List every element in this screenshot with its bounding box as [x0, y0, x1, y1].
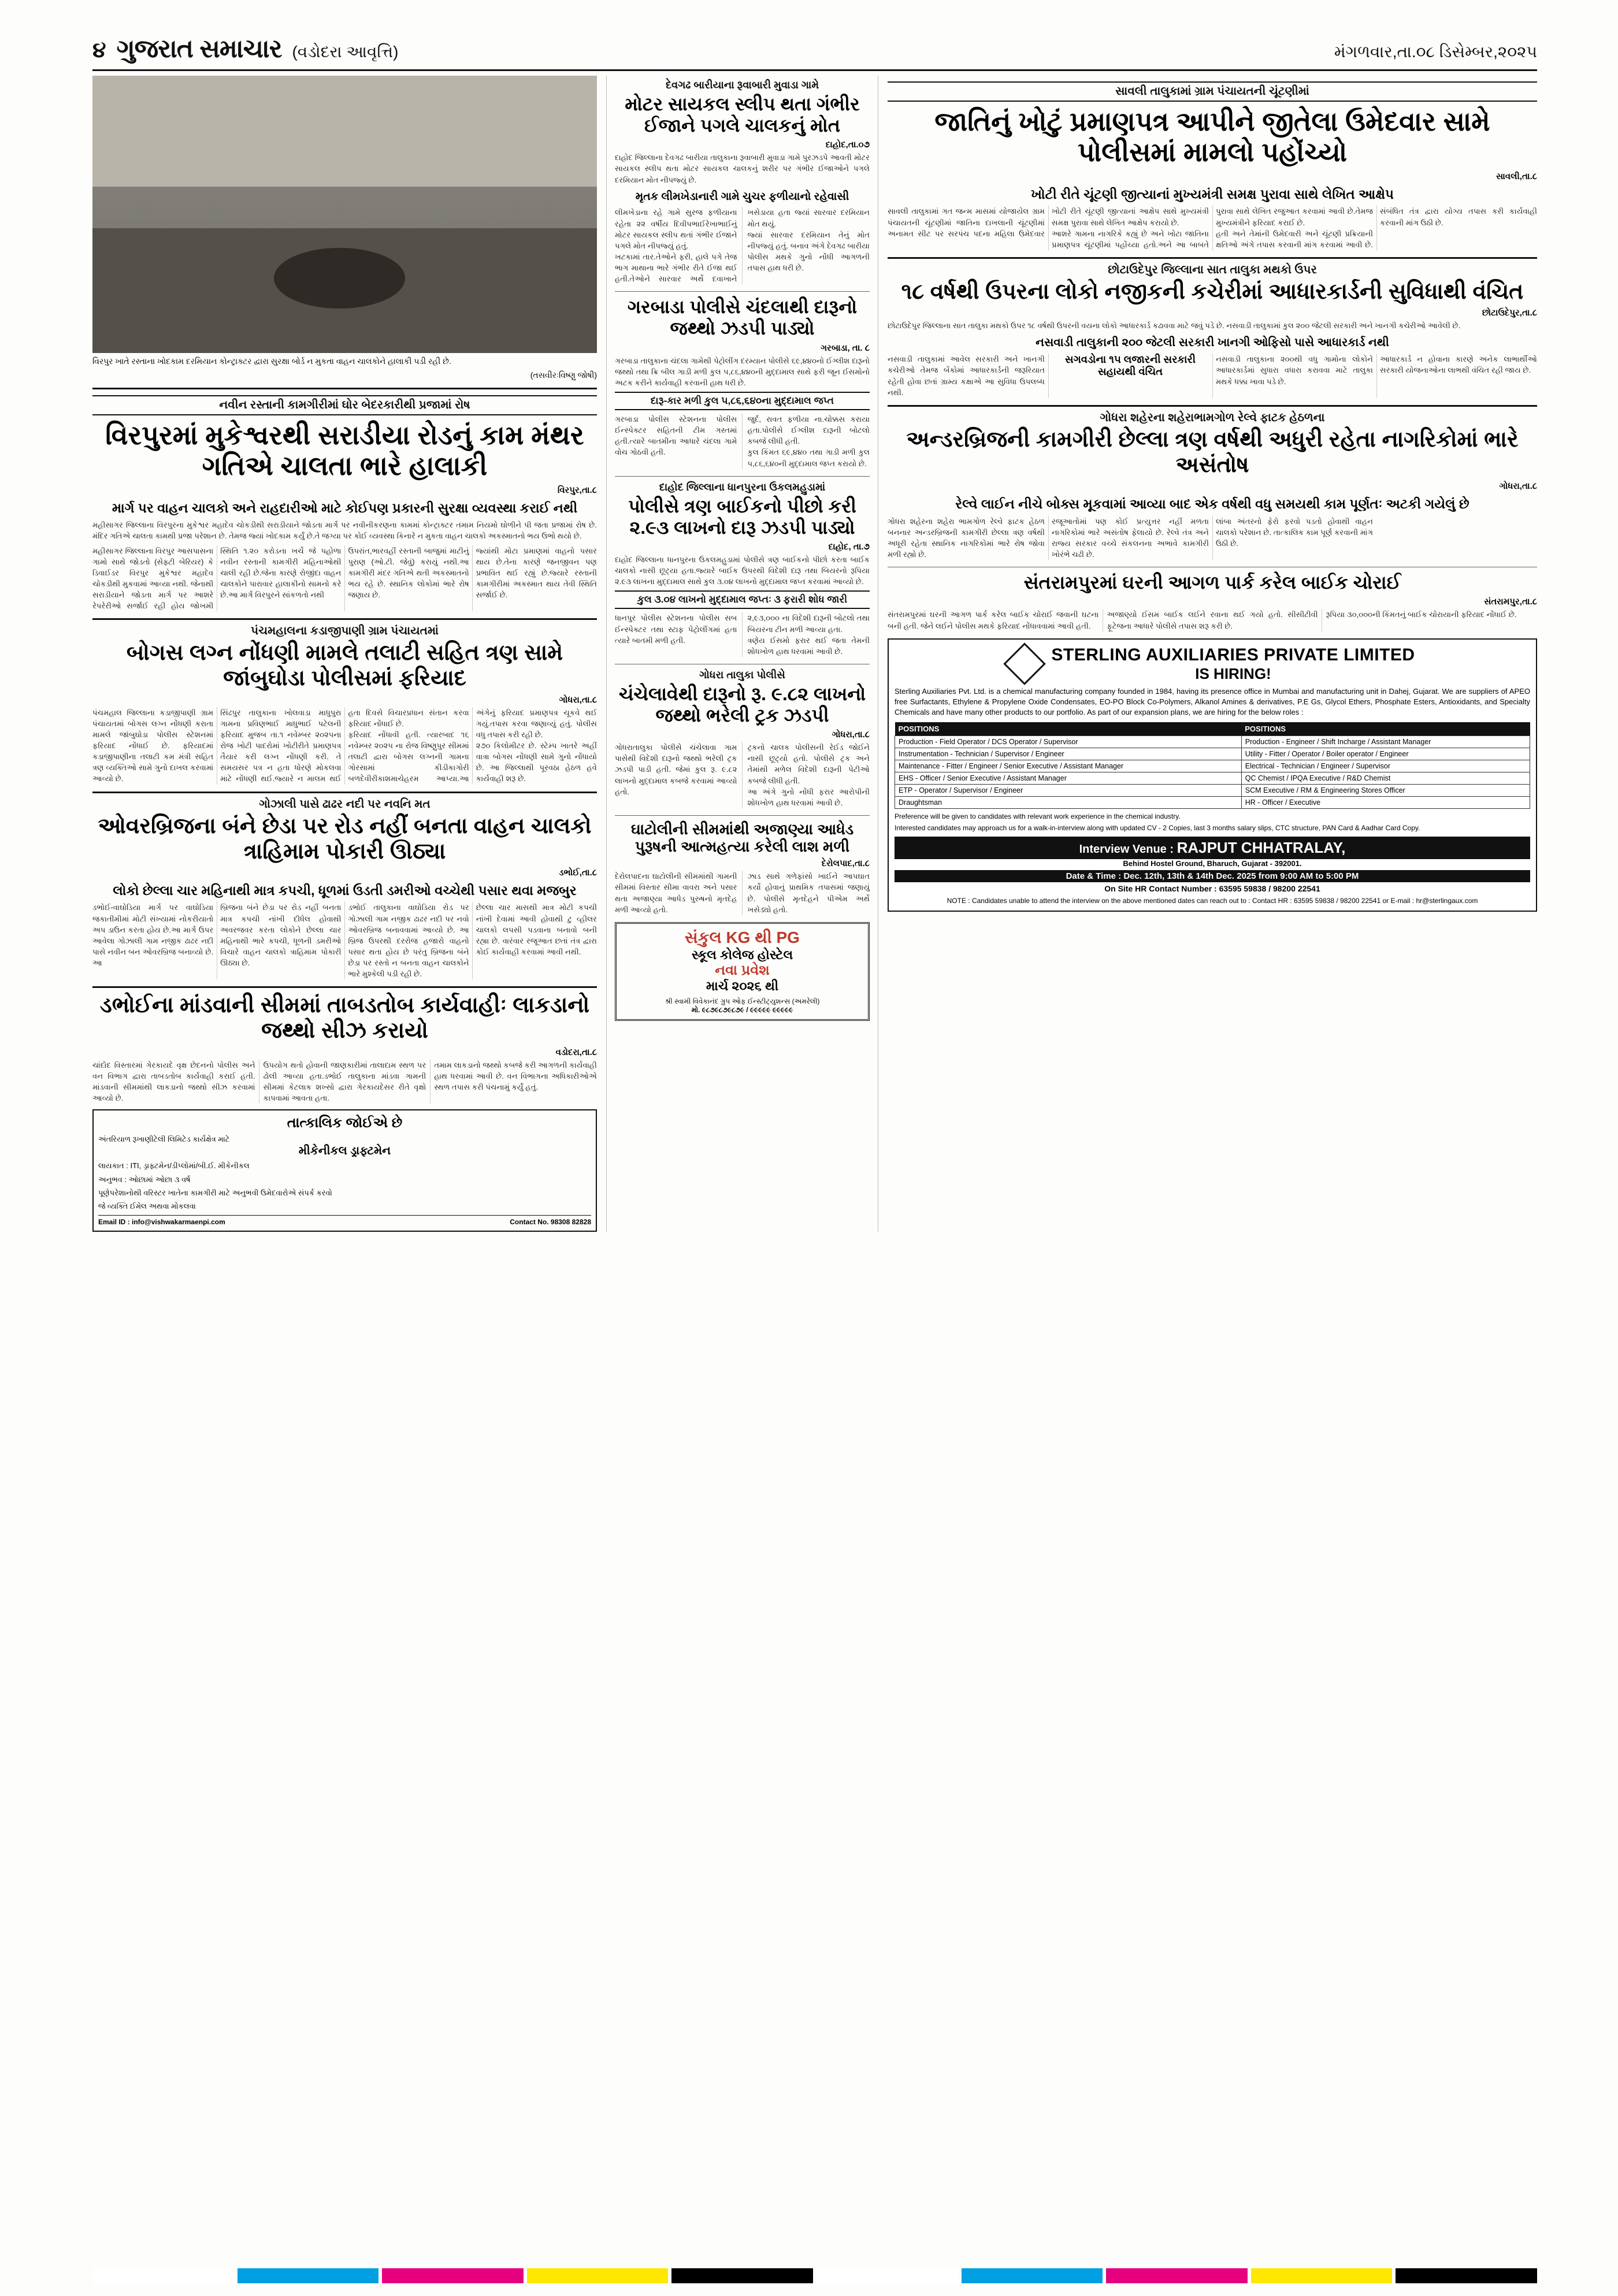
sterling-cell: ETP - Operator / Supervisor / Engineer	[895, 785, 1242, 797]
divider	[888, 257, 1537, 259]
dateline: મંગળવાર,તા.૦૮ ડિસેમ્બર,૨૦૨૫	[1334, 43, 1537, 61]
gozali-subhead: લોકો છેલ્લા ચાર મહિનાથી માત્ર કપચી, ધૂળમાં ઉડતી ડમરીઓ વચ્ચેથી પસાર થવા મજબુર	[113, 882, 577, 898]
gozali-p4: છેલ્લા ચાર માસથી માત્ર મોટી કપચી નાંખી દેવામાં આવી હોવાથી ટુ વ્હીલર ચાલકો લપસી પડવાના બનાવો બની રહ્યા છે. વારંવાર રજૂઆત છતાં તંત્ર દ્વારા કોઈ કાર્યવાહી કરવામાં આવી નથી.	[476, 903, 597, 956]
virpur-headline: વિરપુરમાં મુકેશ્વરથી સરાડીયા રોડનું કામ મંથર ગતિએ ચાલતા ભારે હાલાકી	[105, 419, 584, 481]
dahod-liquor-highlight: કુલ ૩.૦૪ લાખનો મુદ્દામાલ જપ્તઃ ૩ ફરારી શોધ જારી	[615, 590, 870, 609]
godhra-rail-body	[888, 516, 1537, 560]
chhotaudepur-highlight2: સગવડોના ૧૫ લજારની સરકારી સહાયથી વંચિત	[1065, 354, 1196, 378]
story-chhotaudepur	[888, 263, 1537, 398]
story-ghatoli	[615, 820, 870, 915]
vishwakarma-qualification: લાયકાત : ITI, ડ્રાફ્ટમેન/ડીપ્લોમાં/બી.ઈ. મીકેનીકલ	[98, 1161, 250, 1171]
page-number: ૪	[92, 38, 106, 62]
color-swatch	[817, 2268, 958, 2283]
divider	[615, 476, 870, 477]
santrampur-p2: અજાણ્યો ઈસમ બાઈક લઈને રવાના થઈ ગયો હતો. સીસીટીવી ફૂટેજના આધારે પોલીસે તપાસ શરૂ કરી છે.	[1107, 610, 1318, 630]
sterling-cell: Maintenance - Fitter / Engineer / Senior Executive / Assistant Manager	[895, 760, 1242, 772]
sterling-positions-table	[895, 722, 1530, 809]
devgadh-headline: મોટર સાયકલ સ્લીપ થતા ગંભીર ઈજાને પગલે ચાલકનું મોત	[625, 94, 860, 136]
divider	[92, 792, 597, 793]
dabhoi-p2: ઉપયોગ થતો હોવાની જાણકારીમાં તાલાદામ સ્થળ પર ઢોલી આવ્યા હતા.ડભોઈ તાલુકાના માંડવા ગામની સીમમાં કેટલાક શખ્સો દ્વારા ગેરકાયદેસર રીતે વૃક્ષો કાપવામાં આવતા હતા.	[263, 1060, 426, 1102]
dabhoi-byline: વડોદરા,તા.૮	[555, 1047, 597, 1057]
gozali-p3: ડભોઈ તાલુકાના વાઘોડિયા રોડ પર ગોઝાલી ગામ નજીક ઢાઢર નદી પર નવો ઓવરબ્રિજ બનાવવામાં આવ્યો છે. આ બ્રિજ ઉપરથી દરરોજ હજારો વાહનો પસાર થતા હોય છે પરંતુ બ્રિજના બંને છેડા પર રસ્તો ન બનતા વાહન ચાલકોને ભારે મુશ્કેલી પડી રહી છે.	[348, 903, 469, 979]
color-swatch	[237, 2268, 379, 2283]
ghatoli-p2: ઝાડ સાથે ગળેફાંસો ખાઈને આપઘાત કર્યો હોવાનું પ્રાથમિક તપાસમાં જણાયું છે. પોલીસે મૃતદેહને પીએમ અર્થે ખસેડ્યો હતો.	[747, 872, 870, 914]
column-middle	[607, 76, 878, 1232]
divider	[888, 405, 1537, 407]
godhra-truck-body	[615, 742, 870, 808]
godhra-rail-byline: ગોધરા,તા.૮	[1499, 481, 1537, 491]
story-dabhoi-wood	[92, 993, 597, 1104]
bogus-body	[92, 707, 597, 785]
devgadh-subhead: મૃતક લીમખેડાનારી ગામે ચુચર ફળીયાનો રહેવાસી	[635, 190, 849, 203]
color-swatch	[382, 2268, 524, 2283]
savli-p2: આશરે ગામના નાગરિકે કહ્યું છે અને ખોટા જાતિના પ્રમાણપત્ર ચૂંટણીમાં પહોંચ્યા હતો.અને આ બાબતે પુરાવા સાથે લેખિત રજુઆત કરવામાં આવી છે.તેમજ મુખ્યમંત્રીને ફરિયાદ કરાઈ છે.	[1052, 207, 1373, 249]
garbada-byline: ગરબાડા, તા. ૮	[821, 343, 870, 353]
virpur-p1: મહીસાગર જિલ્લાના વિરપુર આસપાસના ગામો સાથે જોડતો (સેફ્ટી બેરિયર) કે ડિવાઈડર વિરપુર મુકેશ્વર મહાદેવ ચોકડીથી મુકવામાં આવ્યા નથી. જેનાથી સરાડીયાને જોડતા માર્ગ પર આશરે રેપરેરીઓ સર્જાઈ રહી હોય જોખમી સ્થિતિ ૧.૨૦ કરોડના ખર્ચે જે પહોળા નવીન રસ્તાની કામગીરી મહિનાઓથી ચાલી રહી છે.જેના કારણે રોજીંદા વાહન ચાલકોને પારાવાર હાલાકીનો સામનો કરે છે.આ માર્ગ વિરપુરને સાંકળતો નથી	[92, 546, 342, 611]
school-line5: શ્રી સ્વામી વિવેકાનંદ ગ્રુપ ઓફ ઈન્સ્ટીટ્યુશન્સ (અમરેલી)	[665, 997, 820, 1005]
edition-label: (વડોદરા આવૃત્તિ)	[292, 43, 399, 61]
godhra-truck-p3: આ અંગે ગુનો નોંધી ફરાર આરોપીની શોધખોળ હાથ ધરવામાં આવી છે.	[747, 787, 870, 807]
savli-subhead: ખોટી રીતે ચૂંટણી જીત્યાનાં મુખ્યમંત્રી સમક્ષ પુરાવા સાથે લેખિત આક્ષેપ	[1031, 186, 1394, 202]
vishwakarma-experience: અનુભવ : ઓછામાં ઓછા ૩ વર્ષ	[98, 1175, 191, 1184]
chhotaudepur-byline: છોટાઉદેપુર,તા.૮	[1482, 308, 1537, 318]
garbada-p1: ગરબાડા પોલીસ સ્ટેશનના પોલીસ ઈન્સ્પેક્ટર સહિતની ટીમ ગસ્તમાં હતી.ત્યારે બાતમીના આધારે ચંદલા ગામે વોચ ગોઠવી હતી.	[615, 415, 737, 457]
dabhoi-headline: ડભોઈના માંડવાની સીમમાં તાબડતોબ કાર્યવાહીઃ લાકડાનો જથ્થો સીઝ કરાયો	[99, 993, 590, 1043]
santrampur-body	[888, 609, 1537, 631]
table-row	[895, 797, 1530, 809]
color-swatch	[1396, 2268, 1537, 2283]
sterling-cell: EHS - Officer / Senior Executive / Assistant Manager	[895, 772, 1242, 785]
garbada-p3: કુલ કિંમત ૬૯,૪૪૦ તથા ગાડી મળી કુલ ૫,૮૬,૬૪૦ની મુદ્દામાલ જપ્ત કરાયો છે.	[747, 448, 870, 468]
chhotaudepur-p3: આધારકાર્ડ ન હોવાના કારણે અનેક લાભાર્થીઓ સરકારી યોજનાઓના લાભથી વંચિત રહી જાય છે.	[1380, 355, 1537, 375]
ad-sterling[interactable]	[888, 638, 1537, 912]
sterling-venue-name: RAJPUT CHHATRALAY,	[1177, 839, 1346, 857]
photo-credit: (તસવીરઃવિષ્ણુ જોષી)	[530, 370, 597, 380]
story-santrampur	[888, 572, 1537, 631]
vishwakarma-contact[interactable]: Contact No. 98308 82828	[510, 1218, 591, 1227]
savli-p1: સાવલી તાલુકામાં ગત જન્મ માસમાં યોજાયેલ ગ્રામ પંચાયતની ચૂંટણીમાં જાતિના દાખલાની ચૂંટણીમાં અનામત સીટ પર સરપંચ પદના મહિલા ઉમેદવાર ખોટી રીતે ચૂંટણી જીત્યાનાં આક્ષેપ સાથે મુખ્યમંત્રી સમક્ષ પુરાવા સાથે લેખિત આક્ષેપ કરાયો છે.	[888, 207, 1209, 238]
savli-kicker: સાવલી તાલુકામાં ગ્રામ પંચાયતની ચૂંટણીમાં	[888, 81, 1537, 102]
virpur-subhead: માર્ગ પર વાહન ચાલકો અને રાહદારીઓ માટે કોઈપણ પ્રકારની સુરક્ષા વ્યવસ્થા કરાઈ નથી	[112, 500, 578, 515]
virpur-kicker: નવીન રસ્તાની કામગીરીમાં ઘોર બેદરકારીથી પ્રજામાં રોષ	[92, 395, 597, 415]
sterling-contact[interactable]: On Site HR Contact Number : 63595 59838 / 98200 22541	[1104, 884, 1320, 894]
sterling-venue-label: Interview Venue :	[1079, 843, 1174, 856]
sterling-cell: Draughtsman	[895, 797, 1242, 809]
godhra-truck-byline: ગોધરા,તા.૮	[832, 730, 870, 740]
divider	[92, 986, 597, 988]
chhotaudepur-highlight1: નસવાડી તાલુકાની ૨૦૦ જેટલી સરકારી ખાનગી ઓફિસો પાસે આધારકાર્ડ નથી	[1036, 336, 1389, 350]
story-godhra-truck	[615, 669, 870, 808]
garbada-headline: ગરબાડા પોલીસે ચંદલાથી દારૂનો જથ્થો ઝડપી પાડ્યો	[627, 296, 858, 339]
bogus-p1: પંચમહાલ જિલ્લાના કડાજીપાણી ગ્રામ પંચાયતમાં બોગસ લગ્ન નોંધણી કરાતા મામલે જાંબુઘોડા પોલીસ સ્ટેશનમાં ફરિયાદ નોંધાઈ છે. ફરિયાદમાં કડાજીપાણીના તલાટી કમ મંત્રી સહિત ત્રણ વ્યક્તિઓ સામે ગુનો દાખલ કરવામાં આવ્યો છે.	[92, 708, 214, 783]
sterling-cell: Utility - Fitter / Operator / Boiler operator / Engineer	[1241, 748, 1530, 760]
content-columns	[92, 76, 1537, 1232]
vishwakarma-line2: મીકેનીકલ ડ્રાફ્ટમેન	[298, 1145, 391, 1158]
virpur-byline: વિરપુર,તા.૮	[557, 485, 597, 495]
story-virpur	[92, 395, 597, 612]
bogus-byline: ગોધરા,તા.૮	[559, 694, 597, 705]
dahod-liquor-p1: ધાનપુર પોલીસ સ્ટેશનના પોલીસ સબ ઈન્સ્પેક્ટર તથા સ્ટાફ પેટ્રોલીંગમાં હતા ત્યારે બાતમી મળી હતી.	[615, 614, 737, 645]
masthead	[92, 35, 1537, 67]
godhra-truck-kicker: ગોધરા તાલુકા પોલીસે	[699, 668, 785, 681]
bogus-p4: ૨૭૦ કિલોમીટર છે. સ્ટેમ્પ ખાતરે અહીં વાત્રા બોગસ નોંધણી સામે ગુનો નોંધાયો છે. આ જિલ્લાથી પૂરવઠા હેઠળ હવે કાર્યવાહી શરૂ છે.	[476, 741, 597, 783]
devgadh-p3: જ્યાં સારવાર દરમિયાન તેનું મોત નીપજ્યું હતું. બનાવ અંગે દેવગઢ બારીયા પોલીસ મથકે ગુનો નોંધી આગળની તપાસ હાથ ધરી છે.	[747, 230, 870, 273]
godhra-truck-p2: ટ્રકનો ચાલક પોલીસની રેઈડ જોઈને નાસી છૂટ્યો હતો. પોલીસે ટ્રક અને તેમાંથી મળેલ વિદેશી દારૂની પેટીઓ કબજે લીધી હતી.	[747, 743, 870, 785]
savli-p3: હતી અને તેમાંની ઉમેદવારી અને ચૂંટણી પ્રક્રિયાની ક્ષતિઓ અંગે તપાસ કરવાની માંગ કરવામાં આવી છે. સંબંધિત તંત્ર દ્વારા યોગ્ય તપાસ કરી કાર્યવાહી કરવાની માંગ ઉઠી છે.	[1216, 207, 1537, 249]
godhra-rail-p1: ગોધરા શહેરના શહેરા ભામગોળ રેલ્વે ફાટક હેઠળ બનનાર અન્ડરબ્રિજની કામગીરી છેલ્લા ત્રણ વર્ષથી અધૂરી રહેતા સ્થાનિક નાગરિકોમાં ભારે રોષ જોવા મળી રહ્યો છે.	[888, 517, 1045, 559]
ad-vishwakarma[interactable]	[92, 1109, 597, 1232]
ghatoli-body	[615, 871, 870, 915]
ad-school[interactable]	[615, 922, 870, 1021]
savli-headline: જાતિનું ખોટું પ્રમાણપત્ર આપીને જીતેલા ઉમેદવાર સામે પોલીસમાં મામલો પહોંચ્યો	[934, 106, 1490, 168]
gozali-p2: બ્રિજના બંને છેડા પર રોડ નહીં બનતા માત્ર કપચી નાંખી દીધેલ હોવાથી અવરજવર કરતા લોકોને છેલ્લા ચાર મહિનાથી ભારે કપચી, ધૂળની ડમરીઓ વિચારે વાહન ચાલકો ત્રાહિમામ પોકારી ઊઠ્યા છે.	[220, 903, 342, 968]
divider	[92, 618, 597, 620]
vishwakarma-email[interactable]: Email ID : info@vishwakarmaenpi.com	[98, 1218, 225, 1227]
divider	[92, 388, 597, 389]
dahod-liquor-p2: ૨,૯૩,૦૦૦ ના વિદેશી દારૂની બોટલો તથા બિયરના ટીન મળી આવ્યા હતા.	[747, 614, 870, 634]
chhotaudepur-p2: નસવાડી તાલુકાના ૨૦૦થી વધુ ગામોના લોકોને આધારકાર્ડમાં સુધારા વધારા કરાવવા માટે તાલુકા મથકે ધક્કા ખાવા પડે છે.	[1216, 355, 1373, 386]
sterling-cell: Instrumentation - Technician / Supervisor / Engineer	[895, 748, 1242, 760]
santrampur-p3: રૂપિયા ૩૦,૦૦૦ની કિંમતનું બાઈક ચોરાયાની ફરિયાદ નોંધાઈ છે.	[1326, 610, 1517, 619]
godhra-rail-p2: રજૂઆતોમાં પણ કોઈ પ્રત્યુત્તર નહીં મળતા નાગરિકોમાં ભારે અસંતોષ ફેલાયો છે. રેલ્વે તંત્ર અને રાજ્ય સરકાર વચ્ચે સંકલનના અભાવે કામગીરી ખોરંભે ચઢી છે.	[1052, 517, 1209, 559]
vishwakarma-note: પૂણેપરેશાનોથી વરિસ્ટર ખાતેના કામગીરી માટે અનુભવી ઉમેદવારોએ સંપર્ક કરવો	[98, 1188, 332, 1197]
sterling-datetime: Date & Time : Dec. 12th, 13th & 14th Dec. 2025 from 9:00 AM to 5:00 PM	[895, 870, 1530, 882]
gozali-byline: ડભોઈ,તા.૮	[559, 867, 597, 878]
dahod-liquor-p3: ત્રણેય ઈસમો ફરાર થઈ જતા તેમની શોધખોળ હાથ ધરવામાં આવી છે.	[747, 636, 870, 656]
godhra-truck-p1: ગોધરાતાલુકા પોલીસે ચંચેલાવા ગામ પાસેથી વિદેશી દારૂનો જથ્થો ભરેલી ટ્રક ઝડપી પાડી હતી. જેમાં કુલ રૂ. ૯.૮૨ લાખનો મુદ્દામાલ કબજે કરવામાં આવ્યો હતો.	[615, 743, 737, 796]
santrampur-headline: સંતરામપુરમાં ઘરની આગળ પાર્ક કરેલ બાઈક ચોરાઈ	[1023, 572, 1401, 593]
dahod-liquor-kicker: દાહોદ જિલ્લાના ધાનપુરના ઉકલમહુડામાં	[659, 481, 826, 493]
sterling-intro: Sterling Auxiliaries Pvt. Ltd. is a chemical manufacturing company founded in 1984, having its presence office in Mumbai and manufacturing unit in Dahej, Gujarat. We are suppliers of APEO free Surfactants, Ethylene & Propylene Oxide Condensates, EO-PO Block Co-Polymers, Alkanol Amines & derivatives, P.E Gs, Glycol Ethers, Phosphate Esters, Antioxidants, and Specialty Chemicals and have many other products to our portfolio. As part of our expansion plans, we are hiring for the below roles :	[895, 686, 1530, 717]
column-left	[92, 76, 607, 1232]
table-row	[895, 772, 1530, 785]
godhra-rail-p3: લાંબા અંતરનો ફેરો ફરવો પડતો હોવાથી વાહન ચાલકો પરેશાન છે. તાત્કાલિક કામ પૂર્ણ કરવાની માંગ ઉઠી છે.	[1216, 517, 1373, 548]
sterling-cell: HR - Officer / Executive	[1241, 797, 1530, 809]
garbada-body	[615, 414, 870, 469]
devgadh-lead: દાહોદ જિલ્લાના દેવગઢ બારીયા તાલુકાના રૂવાબારી મુવાડા ગામે પુરઝડપે આવતી મોટર સાયકલ સ્લીપ થતા મોટર સાયકલ ચાલકનું શરીર પર ગંભીર ઈજાઓને પગલે દરમિયાન મોત નીપજ્યું છે.	[615, 153, 870, 184]
garbada-lead: ગરબાડા તાલુકાના ચંદલા ગામેથી પેટ્રોલીંગ દરમ્યાન પોલીસે ૬૯,૪૪૦નો ઈગ્લીશ દારૂનો જથ્થો તથા ક્રિ બીલ ગાડી મળી કુલ ૫,૮૬,૪૪૦ની મુદ્દામાલ સાથે ફરી જૂન ઈસમોનો અટક કરીને કાર્યવાહી કરવાની હાથ ધરી છે.	[615, 356, 870, 387]
sterling-preference: Preference will be given to candidates with relevant work experience in the chemical industry.	[895, 812, 1181, 821]
dabhoi-p1: ચાંદોદ વિસ્તારમાં ગેરકાયદે વૃક્ષ છેદનનો પોલીસ અને વન વિભાગ દ્વારા તાબડતોબ કાર્યવાહી કરાઈ હતી. માંડવાની સીમમાંથી લાકડાનો જથ્થો સીઝ કરવામાં આવ્યો છે.	[92, 1060, 255, 1102]
lead-photo	[92, 76, 597, 353]
sterling-company: STERLING AUXILIARIES PRIVATE LIMITED	[1051, 645, 1415, 664]
table-row	[895, 736, 1530, 748]
sterling-cell: QC Chemist / IPQA Executive / R&D Chemist	[1241, 772, 1530, 785]
lead-photo-block	[92, 76, 597, 381]
gozali-p1: ડભોઈ-વાઘોડિયા માર્ગ પર વાઘોડિયા જકાતીમીમાં મોટી સંખ્યામાં નોકરીયાતો અપ ડાઉન કરતા હોય છે.આ માર્ગ ઉપર આવેલા ગોઝાલી ગામ નજીક ઢાઢર નદી પાસે નવીન બન ઓવરબ્રિજ બનાવ્યો છે. આ	[92, 903, 214, 968]
color-registration-bar	[92, 2268, 1537, 2283]
page-sheet	[92, 35, 1537, 2247]
gozali-headline: ઓવરબ્રિજના બંને છેડા પર રોડ નહીં બનતા વાહન ચાલકો ત્રાહિમામ પોકારી ઊઠ્યા	[98, 813, 592, 864]
chhotaudepur-body	[888, 354, 1537, 398]
sterling-preference-2: Interested candidates may approach us for a walk-in-interview along with updated CV - 2 Copies, last 3 months salary slips, CTC structure, PAN Card & Aadhar Card Copy.	[895, 824, 1420, 833]
sterling-logo-icon	[1004, 642, 1046, 685]
school-line1: સંકુલ KG થી PG	[685, 928, 800, 946]
garbada-highlight: દારૂ-કાર મળી કુલ ૫,૮૬,૬૪૦ના મુદ્દામાલ જપ્ત	[615, 392, 870, 410]
school-line4: માર્ચ ૨૦૨૬ થી	[706, 978, 779, 993]
school-line2: સ્કૂલ કોલેજ હોસ્ટેલ	[691, 947, 793, 962]
godhra-rail-subhead: રેલ્વે લાઈન નીચે બોક્સ મૂકવામાં આવ્યા બાદ એક વર્ષથી વધુ સમયથી કામ પૂર્ણતઃ અટકી ગયેલું છે	[955, 496, 1469, 511]
devgadh-kicker: દેવગઢ બારીયાના રૂવાબારી મુવાડા ગામે	[665, 79, 819, 91]
table-row	[895, 748, 1530, 760]
vishwakarma-apply: જે વ્યક્તિ ઈમેલ અથવા મોકલવા	[98, 1201, 196, 1210]
school-line3: નવા પ્રવેશ	[715, 962, 770, 978]
savli-byline: સાવલી,તા.૮	[1495, 171, 1537, 181]
godhra-rail-headline: અન્ડરબ્રિજની કામગીરી છેલ્લા ત્રણ વર્ષથી અધુરી રહેતા નાગરિકોમાં ભારે અસંતોષ	[906, 427, 1519, 477]
bogus-p3: ફરિયાદ નોંધાવી હતી. ત્યારબાદ ૧૬ નવેમ્બર ૨૦૨૫ ના રોજ વિષ્ણુપુર સીમમાં તલાટી દ્વારા બોગસ લગ્નની ગામના ગોરસામાં કીડીકાગોરી બળદેવીરીકાશમાચેહરમ આપ્યા.આ અંગેનું ફરિયાદ પ્રમાણપત્ર ચૂકવે થઈ ગયું.તપાસ કરવા જણાવ્યું હતું. પોલીસ વધુ તપાસ કરી રહી છે.	[348, 708, 597, 783]
story-savli	[888, 81, 1537, 250]
color-swatch	[671, 2268, 813, 2283]
ghatoli-byline: દેરોલપાદ,તા.૮	[821, 859, 870, 869]
color-swatch	[1106, 2268, 1248, 2283]
color-swatch	[92, 2268, 234, 2283]
ghatoli-headline: ઘાટોલીની સીમમાંથી અજાણ્યા આધેડ પુરૂષની આત્મહત્યા કરેલી લાશ મળી	[630, 820, 854, 856]
santrampur-p1: સંતરામપુરમાં ઘરની આગળ પાર્ક કરેલ બાઈક ચોરાઈ જવાની ઘટના બની હતી. જેને લઈને પોલીસ મથકે ફરિયાદ નોંધાવવામાં આવી હતી.	[888, 610, 1099, 630]
bogus-kicker: પંચમહાલના કડાજીપાણી ગ્રામ પંચાયતમાં	[251, 625, 439, 638]
godhra-truck-headline: ચંચેલાવેથી દારૂનો રૂ. ૯.૮૨ લાખનો જથ્થો ભરેલી ટ્રક ઝડપી	[618, 683, 866, 726]
dahod-liquor-lead: દાહોદ જિલ્લાના ધાનપુરના ઉકલમહુડામાં પોલીસે ત્રણ બાઈકનો પીછો કરતા બાઈક ચાલકો નાસી છૂટ્યા હતા.જ્યારે બાઈક ઉપરથી વિદેશી દારૂ તથા બિયરનો રૂપિયા ૨.૯૩ લાખના મુદ્દામાલ સાથે કુલ ૩.૦૪ લાખનો મુદ્દામાલ જપ્ત કરવામાં આવ્યો છે.	[615, 555, 870, 586]
sterling-cell: Production - Engineer / Shift Incharge / Assistant Manager	[1241, 736, 1530, 748]
story-devgadh	[615, 79, 870, 284]
sterling-flag	[895, 645, 1530, 683]
sterling-col-header-2: POSITIONS	[1241, 722, 1530, 736]
school-contact[interactable]: મો. ૯૮૭૯૮૭૯૮૭૯ / ૯૯૯૯૯ ૯૯૯૯૯	[691, 1005, 793, 1014]
dabhoi-body	[92, 1060, 597, 1104]
dahod-liquor-byline: દાહોદ, તા.૭	[828, 541, 870, 552]
santrampur-byline: સંતરામપુર,તા.૮	[1484, 597, 1537, 607]
color-swatch	[962, 2268, 1103, 2283]
photo-caption: વિરપુર ખાતે રસ્તાના ખોદકામ દરમિયાન કોન્ટ્રાક્ટર દ્વારા સુરક્ષા બોર્ડ ન મુકતા વાહન ચાલકોને હાલાકી પડી રહી છે.	[92, 356, 451, 366]
sterling-cell: Production - Field Operator / DCS Operator / Supervisor	[895, 736, 1242, 748]
garbada-p2: જુર્દ, રાવત ફળીયા ના.ચોક્કસ કરાયા હતા.પોલીસે ઈગ્લીશ દારૂની બોટલો કબજે લીધી હતી.	[747, 415, 870, 446]
story-gozali-bridge	[92, 798, 597, 980]
virpur-lead: મહીસાગર જિલ્લાના વિરપુરના મુકેશ્વર મહાદેવ ચોકડીથી સરાડીયાને જોડતા માર્ગ પર નવીનીકરણના કામમાં કોન્ટ્રાક્ટર તમામ નિયમો ઘોળીને પી જતા પ્રજામાં રોષ છે. મંદિર ગતિએ ચાલતા કામથી પ્રજા પરેશાન છે. તેમજ જ્યાં ખોદકામ કર્યું છે.તે જગ્યા પર કોઈ વ્યવસ્થા કિનારે ન મુકતા વાહન ચાલકો અકસ્માતનો ભય ઉભો થયો છે.	[92, 521, 597, 541]
vishwakarma-title: તાત્કાલિક જોઈએ છે	[287, 1115, 403, 1131]
chhotaudepur-p1: નસવાડી તાલુકામાં આવેલ સરકારી અને ખાનગી કચેરીઓ તેમજ બેંકોમાં આધારકાર્ડની જરૂરિયાત રહેતી હોવા છતાં ગ્રામ્ય કક્ષાએ આ સુવિધા ઉપલબ્ધ નથી.	[888, 355, 1045, 397]
savli-body	[888, 206, 1537, 250]
ghatoli-p1: દેરોલપાદના ઘાટોલીની સીમમાંથી ગામની સીમમાં વિસ્તાર સીમા વાવરા અને પસાર થતા અજાણ્યા આધેડ પુરુષનો મૃતદેહ મળી આવ્યો હતો.	[615, 872, 737, 914]
bogus-p2: સિંઢપુર તાલુકાના ખોલવાડા માધુપુરા ગામના પ્રવિણભાઈ માધુભાઈ પટેલની ફરિયાદ મુજબ તા.૧ નવેમ્બર ૨૦૨૫ના રોજ ખોટી પાદરોમાં ખોટીરીતે પ્રમાણપત્ર તૈયાર કરી લગ્ન નોંધણી કરી. તે સમયસર પત્ર ન હતા ધોરણે મોકલવા માટે નોંધણી થઈ.જ્યારે ન માલમ થઈ હતા દિવસે વિચારપ્રધાન સંતાન કરવા ફરિયાદ નોંધાઈ છે.	[220, 708, 469, 783]
chhotaudepur-headline: ૧૮ વર્ષથી ઉપરના લોકો નજીકની કચેરીમાં આધારકાર્ડની સુવિધાથી વંચિત	[901, 280, 1524, 304]
chhotaudepur-lead: છોટાઉદેપુર જિલ્લાના સાત તાલુકા મથકો ઉપર ૧૮ વર્ષથી ઉપરની વયના લોકો આધારકાર્ડ કઢાવવા માટે જવું પડે છે. નસવાડી તાલુકામાં કુલ ૨૦૦ જેટલી સરકારી અને ખાનગી કચેરીઓ આવેલી છે.	[888, 321, 1461, 330]
virpur-p3: જ્યાંથી મોટા પ્રમાણમાં વાહનો પસાર થાય છે.તેના કારણે જનજીવન પણ પ્રભાવિત થઈ રહ્યું છે.જ્યારે રસ્તાની કામગીરીમાં અકસ્માત થાય તેવી સ્થિતિ સર્જાઈ છે.	[476, 546, 597, 600]
divider	[615, 291, 870, 292]
story-bogus-marriage	[92, 625, 597, 784]
color-swatch	[1251, 2268, 1393, 2283]
devgadh-p2: ખટકામાં તાર.તેઓને ફરી, હાલે પગે તેજ ભાગ માથાના ભારે ગંભીર રીતે ઈજા થઈ હતી.તેઓને સારવાર અર્થે દવાખાને ખસેડાયા હતા જ્યાં સારવાર દરમિયાન મોત થયું.	[615, 208, 870, 284]
virpur-p2: ઉપરાંત,ભારવહીં રસ્તાની બાજુમાં માટીનું પુરાણ (ઓ.ટી. જેવું) કરાયું નથી.આ કામગીરી મંદર ગતિએ થતી અકસ્માતનો ભય રહે છે. સ્થાનિક લોકોમાં ભારે રોષ જણાય છે.	[348, 546, 469, 600]
bogus-headline: બોગસ લગ્ન નોંધણી મામલે તલાટી સહિત ત્રણ સામે જાંબુઘોડા પોલીસમાં ફરિયાદ	[126, 641, 563, 691]
table-row	[895, 760, 1530, 772]
gozali-kicker: ગોઝાલી પાસે ઢાઢર નદી પર નવનિ મત	[259, 797, 431, 811]
story-garbada	[615, 296, 870, 469]
virpur-body	[92, 545, 597, 612]
table-row	[895, 785, 1530, 797]
devgadh-byline: દાહોદ,તા.૦૭	[825, 140, 870, 150]
dahod-liquor-body	[615, 612, 870, 657]
sterling-cell: SCM Executive / RM & Engineering Stores Officer	[1241, 785, 1530, 797]
sterling-hiring: IS HIRING!	[1195, 664, 1271, 682]
devgadh-body	[615, 207, 870, 284]
devgadh-p1: લીમખેડાના રહે ગામે સુરજ ફળીયાના રહેતા ૨૨ વર્ષીય દિવીપભાઈરેખાભાઈનું મોટર સાયકલ સ્લીપ થતાં ગંભીર ઈજાને પગલે મોત નીપજ્યું હતું.	[615, 208, 737, 250]
chhotaudepur-kicker: છોટાઉદેપુર જિલ્લાના સાત તાલુકા મથકો ઉપર	[1108, 263, 1317, 277]
color-swatch	[527, 2268, 669, 2283]
story-godhra-rail	[888, 411, 1537, 560]
godhra-rail-kicker: ગોધરા શહેરના શહેરાભામગોળ રેલ્વે ફાટક હેઠળના	[1100, 411, 1325, 424]
masthead-rule	[92, 69, 1537, 71]
gozali-body	[92, 902, 597, 979]
dahod-liquor-headline: પોલીસે ત્રણ બાઈકનો પીછો કરી ૨.૯૩ લાખનો દારૂ ઝડપી પાડ્યો	[628, 495, 856, 538]
sterling-cell: Electrical - Technician / Engineer / Supervisor	[1241, 760, 1530, 772]
sterling-col-header-1: POSITIONS	[895, 722, 1242, 736]
column-right	[878, 76, 1537, 1232]
divider	[615, 815, 870, 816]
paper-name: ગુજરાત સમાચાર	[116, 35, 282, 63]
sterling-venue	[895, 837, 1530, 859]
sterling-note: NOTE : Candidates unable to attend the interview on the above mentioned dates can reach out to : Contact HR : 63595 59838 / 98200 22541 or E-mail : hr@sterlingaux.com	[947, 897, 1478, 905]
sterling-venue-address: Behind Hostel Ground, Bharuch, Gujarat - 392001.	[1123, 859, 1302, 868]
vishwakarma-line1: અંતરિયાળ રૂખાણીટેલી લિમિટેડ કાર્યક્ષેત્ર માટે	[98, 1135, 230, 1144]
dabhoi-p3: તમામ લાકડાનો જથ્થો કબજે કરી આગળની કાર્યવાહી હાથ ધરવામાં આવી છે. વન વિભાગના અધિકારીઓએ સ્થળ તપાસ કરી પંચનામું કર્યું હતું.	[434, 1060, 597, 1091]
story-dahod-liquor	[615, 481, 870, 657]
